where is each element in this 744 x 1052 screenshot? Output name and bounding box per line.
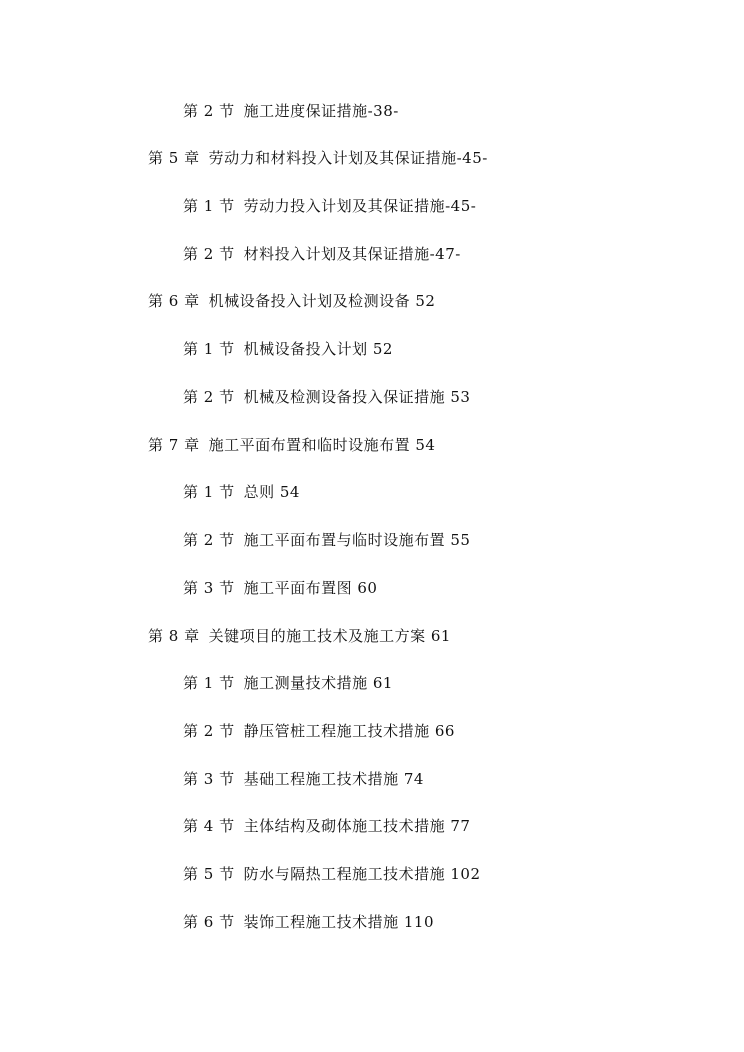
toc-entry [183, 244, 461, 264]
toc-entry-title: 劳动力和材料投入计划及其保证措施-45- [208, 149, 488, 167]
toc-entry-label: 第 2 节 [183, 102, 235, 120]
toc-entry [183, 387, 470, 407]
toc-entry-title: 机械及检测设备投入保证措施 53 [243, 388, 471, 406]
toc-entry-title: 施工平面布置与临时设施布置 55 [243, 531, 471, 549]
toc-entry-label: 第 3 节 [183, 770, 235, 788]
toc-entry-label: 第 2 节 [183, 245, 235, 263]
toc-entry-label: 第 6 章 [148, 292, 200, 310]
toc-entry-label: 第 1 节 [183, 197, 235, 215]
toc-entry-label: 第 7 章 [148, 436, 200, 454]
toc-entry-label: 第 6 节 [183, 913, 235, 931]
toc-entry [148, 435, 435, 455]
toc-entry [183, 769, 424, 789]
toc-entry [183, 196, 476, 216]
toc-entry-title: 机械设备投入计划 52 [243, 340, 393, 358]
toc-entry-label: 第 2 节 [183, 722, 235, 740]
toc-entry [183, 673, 393, 693]
toc-entry [148, 626, 451, 646]
toc-entry-title: 装饰工程施工技术措施 110 [243, 913, 434, 931]
toc-entry-title: 施工测量技术措施 61 [243, 674, 393, 692]
toc-entry-title: 主体结构及砌体施工技术措施 77 [243, 817, 471, 835]
toc-entry-title: 机械设备投入计划及检测设备 52 [208, 292, 436, 310]
toc-entry-label: 第 4 节 [183, 817, 235, 835]
toc-entry [183, 578, 377, 598]
toc-entry-title: 基础工程施工技术措施 74 [243, 770, 424, 788]
toc-entry [183, 339, 393, 359]
toc-entry [183, 721, 455, 741]
toc-entry [183, 482, 300, 502]
toc-entry-label: 第 5 章 [148, 149, 200, 167]
toc-entry [183, 912, 434, 932]
toc-entry-title: 静压管桩工程施工技术措施 66 [243, 722, 455, 740]
toc-entry [183, 530, 470, 550]
toc-entry [148, 148, 488, 168]
toc-entry [148, 291, 435, 311]
toc-entry-title: 施工平面布置和临时设施布置 54 [208, 436, 436, 454]
toc-entry-title: 施工进度保证措施-38- [243, 102, 399, 120]
toc-entry [183, 864, 481, 884]
toc-entry-label: 第 2 节 [183, 531, 235, 549]
toc-entry-label: 第 5 节 [183, 865, 235, 883]
toc-entry-title: 关键项目的施工技术及施工方案 61 [208, 627, 451, 645]
toc-entry-label: 第 1 节 [183, 483, 235, 501]
toc-entry [183, 101, 399, 121]
toc-entry-title: 防水与隔热工程施工技术措施 102 [243, 865, 481, 883]
toc-entry-label: 第 1 节 [183, 674, 235, 692]
toc-entry-title: 施工平面布置图 60 [243, 579, 378, 597]
toc-entry-label: 第 1 节 [183, 340, 235, 358]
toc-entry-title: 劳动力投入计划及其保证措施-45- [243, 197, 477, 215]
toc-entry-label: 第 3 节 [183, 579, 235, 597]
toc-entry-title: 材料投入计划及其保证措施-47- [243, 245, 461, 263]
toc-entry-title: 总则 54 [243, 483, 300, 501]
toc-entry-label: 第 8 章 [148, 627, 200, 645]
toc-entry [183, 816, 470, 836]
toc-entry-label: 第 2 节 [183, 388, 235, 406]
